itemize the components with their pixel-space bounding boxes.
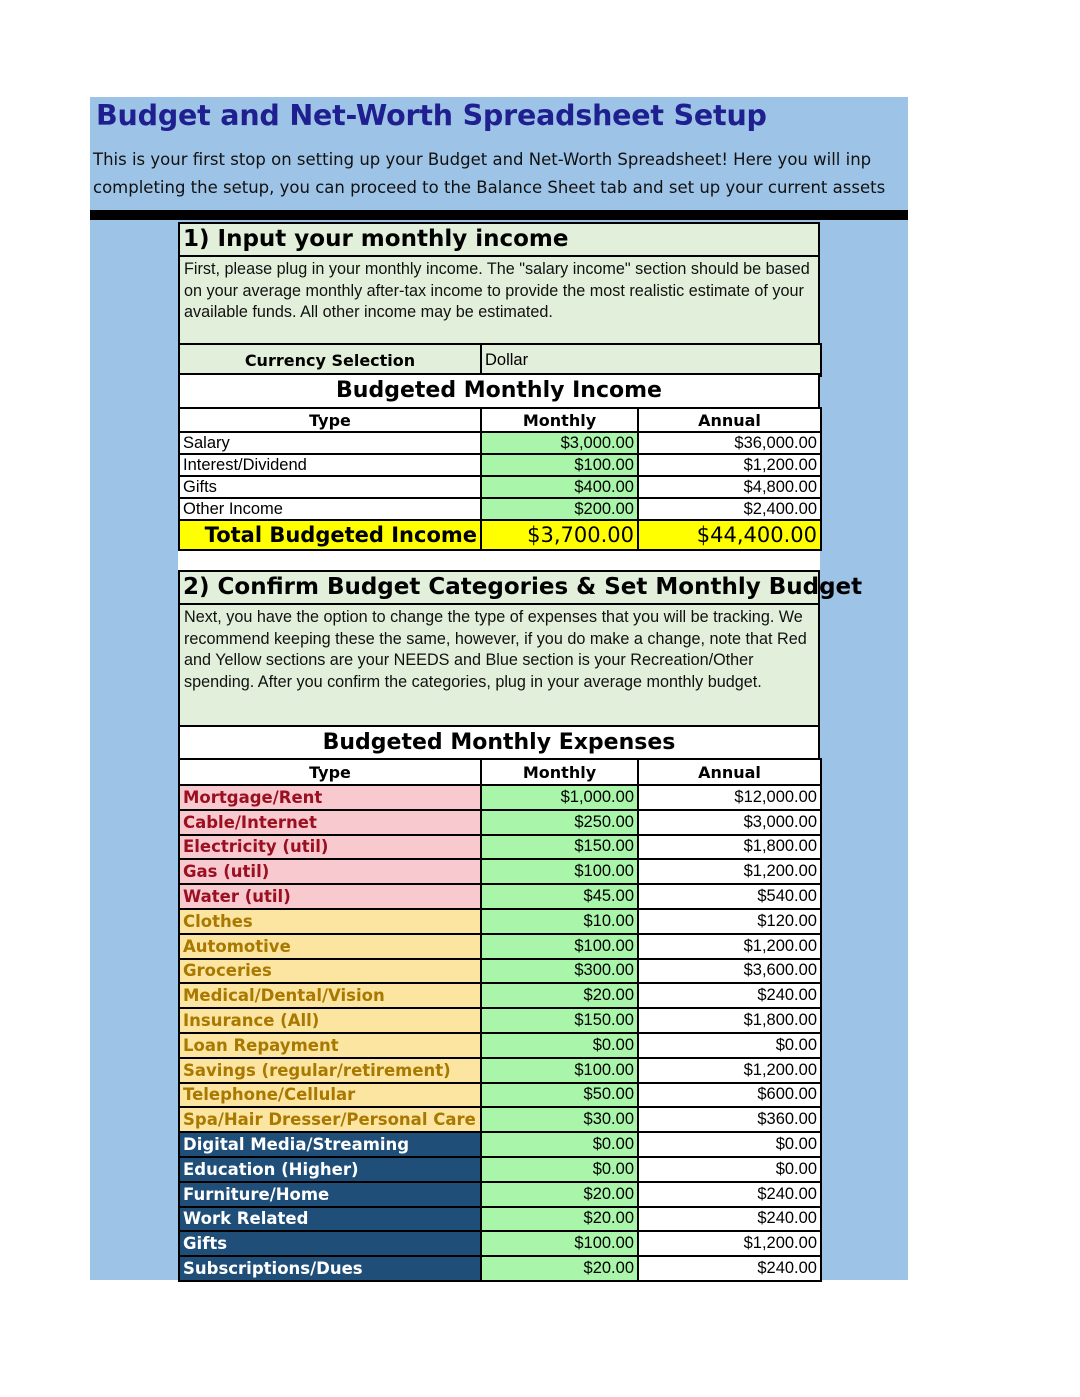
expense-annual-value: $3,600.00 xyxy=(638,959,821,984)
expense-annual-value: $0.00 xyxy=(638,1132,821,1157)
income-row xyxy=(179,476,821,498)
expense-type[interactable]: Work Related xyxy=(179,1207,481,1232)
expense-type[interactable]: Automotive xyxy=(179,934,481,959)
expense-annual-value: $240.00 xyxy=(638,1256,821,1281)
expense-section-heading: 2) Confirm Budget Categories & Set Monthly Budget xyxy=(178,570,820,605)
expense-type[interactable]: Gifts xyxy=(179,1231,481,1256)
expense-monthly-input[interactable]: $1,000.00 xyxy=(481,785,638,810)
expense-type[interactable]: Telephone/Cellular xyxy=(179,1083,481,1108)
expense-row xyxy=(179,983,821,1008)
expense-monthly-input[interactable]: $300.00 xyxy=(481,959,638,984)
expense-row xyxy=(179,1058,821,1083)
expense-monthly-input[interactable]: $100.00 xyxy=(481,1231,638,1256)
expense-row xyxy=(179,1107,821,1132)
expense-monthly-input[interactable]: $0.00 xyxy=(481,1033,638,1058)
expense-section-description: Next, you have the option to change the type of expenses that you will be tracking. We recommend keeping these the same, however, if you do make a change, note that Red and Yellow sections are your NEEDS and Blue section is your Recreation/Other spending. After you confirm the categories, plug in your average monthly budget. xyxy=(178,603,820,727)
expense-row xyxy=(179,1033,821,1058)
expense-annual-value: $120.00 xyxy=(638,909,821,934)
expense-type[interactable]: Groceries xyxy=(179,959,481,984)
expense-monthly-input[interactable]: $100.00 xyxy=(481,1058,638,1083)
currency-selection-value[interactable]: Dollar xyxy=(481,344,821,376)
expense-row xyxy=(179,1182,821,1207)
income-type[interactable]: Interest/Dividend xyxy=(179,454,481,476)
expense-row xyxy=(179,1256,821,1281)
income-monthly-input[interactable]: $100.00 xyxy=(481,454,638,476)
expense-row xyxy=(179,1231,821,1256)
expense-annual-value: $1,800.00 xyxy=(638,1008,821,1033)
expense-type[interactable]: Furniture/Home xyxy=(179,1182,481,1207)
expense-row xyxy=(179,884,821,909)
expense-type[interactable]: Water (util) xyxy=(179,884,481,909)
expense-annual-value: $3,000.00 xyxy=(638,810,821,835)
income-annual-value: $36,000.00 xyxy=(638,432,821,454)
expense-monthly-input[interactable]: $20.00 xyxy=(481,1207,638,1232)
income-monthly-input[interactable]: $200.00 xyxy=(481,498,638,520)
expense-row xyxy=(179,1207,821,1232)
expense-monthly-input[interactable]: $150.00 xyxy=(481,835,638,860)
intro-text-line-2: completing the setup, you can proceed to the Balance Sheet tab and set up your current assets xyxy=(93,178,886,197)
page-title: Budget and Net-Worth Spreadsheet Setup xyxy=(96,99,767,132)
expense-monthly-input[interactable]: $20.00 xyxy=(481,983,638,1008)
expense-annual-value: $1,200.00 xyxy=(638,859,821,884)
income-annual-value: $1,200.00 xyxy=(638,454,821,476)
expense-row xyxy=(179,1132,821,1157)
expense-type[interactable]: Education (Higher) xyxy=(179,1157,481,1182)
expense-monthly-input[interactable]: $20.00 xyxy=(481,1256,638,1281)
income-row xyxy=(179,498,821,520)
expense-row xyxy=(179,835,821,860)
setup-panel xyxy=(178,222,863,1280)
total-income-row xyxy=(179,520,821,550)
income-section-heading: 1) Input your monthly income xyxy=(178,222,820,257)
expense-type[interactable]: Savings (regular/retirement) xyxy=(179,1058,481,1083)
expense-annual-value: $360.00 xyxy=(638,1107,821,1132)
total-income-annual: $44,400.00 xyxy=(638,520,821,550)
expense-annual-value: $1,200.00 xyxy=(638,1231,821,1256)
expense-type[interactable]: Loan Repayment xyxy=(179,1033,481,1058)
income-section-description: First, please plug in your monthly income. The "salary income" section should be based on your average monthly after-tax income to provide the most realistic estimate of your available funds. All other income may be estimated. xyxy=(178,255,820,345)
income-table-title: Budgeted Monthly Income xyxy=(178,373,820,409)
expense-type[interactable]: Subscriptions/Dues xyxy=(179,1256,481,1281)
expense-type[interactable]: Gas (util) xyxy=(179,859,481,884)
expense-row xyxy=(179,959,821,984)
expense-row xyxy=(179,1083,821,1108)
header-divider xyxy=(90,210,908,220)
column-header-monthly: Monthly xyxy=(481,759,638,785)
expense-annual-value: $240.00 xyxy=(638,1182,821,1207)
expense-annual-value: $240.00 xyxy=(638,1207,821,1232)
expense-monthly-input[interactable]: $0.00 xyxy=(481,1132,638,1157)
expense-annual-value: $12,000.00 xyxy=(638,785,821,810)
expense-annual-value: $0.00 xyxy=(638,1157,821,1182)
column-header-type: Type xyxy=(179,759,481,785)
expense-monthly-input[interactable]: $150.00 xyxy=(481,1008,638,1033)
expense-annual-value: $1,200.00 xyxy=(638,934,821,959)
income-table xyxy=(178,407,822,551)
expense-row xyxy=(179,785,821,810)
expense-type[interactable]: Mortgage/Rent xyxy=(179,785,481,810)
currency-selection-label: Currency Selection xyxy=(179,344,481,376)
income-row xyxy=(179,432,821,454)
income-type[interactable]: Salary xyxy=(179,432,481,454)
column-header-type: Type xyxy=(179,408,481,432)
expense-type[interactable]: Cable/Internet xyxy=(179,810,481,835)
expense-type[interactable]: Clothes xyxy=(179,909,481,934)
income-row xyxy=(179,454,821,476)
income-annual-value: $2,400.00 xyxy=(638,498,821,520)
expense-annual-value: $540.00 xyxy=(638,884,821,909)
expense-row xyxy=(179,909,821,934)
income-monthly-input[interactable]: $3,000.00 xyxy=(481,432,638,454)
intro-text-line-1: This is your first stop on setting up your Budget and Net-Worth Spreadsheet! Here you will inp xyxy=(93,150,872,169)
total-income-label: Total Budgeted Income xyxy=(179,520,481,550)
expense-monthly-input[interactable]: $20.00 xyxy=(481,1182,638,1207)
expense-monthly-input[interactable]: $10.00 xyxy=(481,909,638,934)
expense-monthly-input[interactable]: $0.00 xyxy=(481,1157,638,1182)
column-header-annual: Annual xyxy=(638,759,821,785)
expense-table xyxy=(178,758,822,1282)
expense-type[interactable]: Digital Media/Streaming xyxy=(179,1132,481,1157)
income-monthly-input[interactable]: $400.00 xyxy=(481,476,638,498)
expense-annual-value: $1,200.00 xyxy=(638,1058,821,1083)
expense-row xyxy=(179,859,821,884)
income-type[interactable]: Gifts xyxy=(179,476,481,498)
expense-annual-value: $0.00 xyxy=(638,1033,821,1058)
expense-monthly-input[interactable]: $100.00 xyxy=(481,859,638,884)
expense-annual-value: $600.00 xyxy=(638,1083,821,1108)
column-header-monthly: Monthly xyxy=(481,408,638,432)
expense-type[interactable]: Insurance (All) xyxy=(179,1008,481,1033)
expense-monthly-input[interactable]: $50.00 xyxy=(481,1083,638,1108)
expense-monthly-input[interactable]: $30.00 xyxy=(481,1107,638,1132)
income-annual-value: $4,800.00 xyxy=(638,476,821,498)
expense-monthly-input[interactable]: $250.00 xyxy=(481,810,638,835)
currency-selection-row xyxy=(178,343,822,377)
expense-monthly-input[interactable]: $45.00 xyxy=(481,884,638,909)
expense-table-title: Budgeted Monthly Expenses xyxy=(178,725,820,760)
expense-type[interactable]: Electricity (util) xyxy=(179,835,481,860)
expense-type[interactable]: Spa/Hair Dresser/Personal Care xyxy=(179,1107,481,1132)
expense-type[interactable]: Medical/Dental/Vision xyxy=(179,983,481,1008)
expense-annual-value: $1,800.00 xyxy=(638,835,821,860)
expense-row xyxy=(179,934,821,959)
expense-annual-value: $240.00 xyxy=(638,983,821,1008)
expense-row xyxy=(179,1008,821,1033)
expense-monthly-input[interactable]: $100.00 xyxy=(481,934,638,959)
column-header-annual: Annual xyxy=(638,408,821,432)
expense-row xyxy=(179,810,821,835)
income-type[interactable]: Other Income xyxy=(179,498,481,520)
expense-row xyxy=(179,1157,821,1182)
total-income-monthly: $3,700.00 xyxy=(481,520,638,550)
